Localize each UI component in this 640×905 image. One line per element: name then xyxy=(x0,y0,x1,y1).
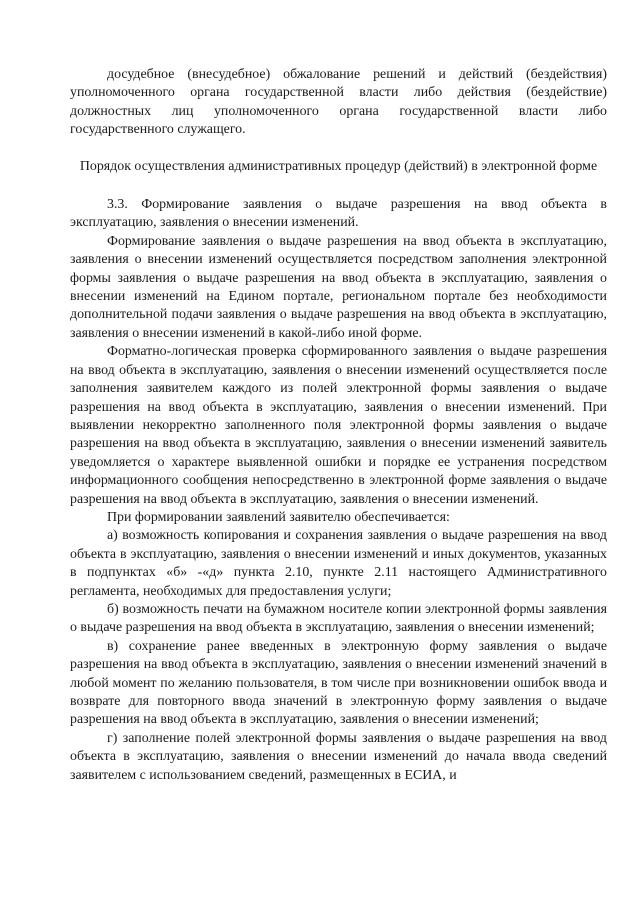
intro-paragraph: досудебное (внесудебное) обжалование решений и действий (бездействия) уполномоченного органа государственной власти либо действия (бездействие) должностных лиц уполномоченного органа государственной власти либо государственного служащего. xyxy=(70,67,607,138)
document-page xyxy=(70,66,607,785)
paragraph-item-v: в) сохранение ранее введенных в электронную форму заявления о выдаче разрешения на ввод объекта в эксплуатацию, заявления о внесении изменений значений в любой момент по желанию пользователя, в том числе при возникновении ошибок ввода и возврате для повторного ввода значений в электронную форму заявления о выдаче разрешения на ввод объекта в эксплуатацию, заявления о внесении изменений; xyxy=(70,638,607,728)
paragraph-item-a: а) возможность копирования и сохранения заявления о выдаче разрешения на ввод объекта в эксплуатацию, заявления о внесении изменений и иных документов, указанных в подпунктах «б» -«д» пункта 2.10, пункте 2.11 настоящего Административного регламента, необходимых для предоставления услуги; xyxy=(70,528,607,599)
paragraph-item-b: б) возможность печати на бумажном носителе копии электронной формы заявления о выдаче разрешения на ввод объекта в эксплуатацию, заявления о внесении изменений; xyxy=(70,601,607,636)
paragraph-validation: Форматно-логическая проверка сформированного заявления о выдаче разрешения на ввод объекта в эксплуатацию, заявления о внесении изменений осуществляется после заполнения заявителем каждого из полей электронной формы заявления о выдаче разрешения на ввод объекта в эксплуатацию, заявления о внесении изменений. При выявлении некорректно заполненного поля электронной формы заявления о выдаче разрешения на ввод объекта в эксплуатацию, заявления о внесении изменений заявитель уведомляется о характере выявленной ошибки и порядке ее устранения посредством информационного сообщения непосредственно в электронной форме заявления о выдаче разрешения на ввод объекта в эксплуатацию, заявления о внесении изменений. xyxy=(70,344,607,507)
paragraph-provisions-intro: При формировании заявлений заявителю обеспечивается: xyxy=(107,509,450,525)
paragraph-forming: Формирование заявления о выдаче разрешения на ввод объекта в эксплуатацию, заявления о внесении изменений осуществляется посредством заполнения электронной формы заявления о выдаче разрешения на ввод объекта в эксплуатацию, заявления о внесении изменений на Едином портале, региональном портале без необходимости дополнительной подачи заявления о выдаче разрешения на ввод объекта в эксплуатацию, заявления о внесении изменений в какой-либо иной форме. xyxy=(70,233,607,341)
section-heading: Порядок осуществления административных процедур (действий) в электронной форме xyxy=(79,158,598,174)
paragraph-3-3: 3.3. Формирование заявления о выдаче разрешения на ввод объекта в эксплуатацию, заявления о внесении изменений. xyxy=(70,197,607,231)
paragraph-item-g: г) заполнение полей электронной формы заявления о выдаче разрешения на ввод объекта в эксплуатацию, заявления о внесении изменений до начала ввода сведений заявителем с использованием сведений, размещенных в ЕСИА, и xyxy=(70,730,607,783)
